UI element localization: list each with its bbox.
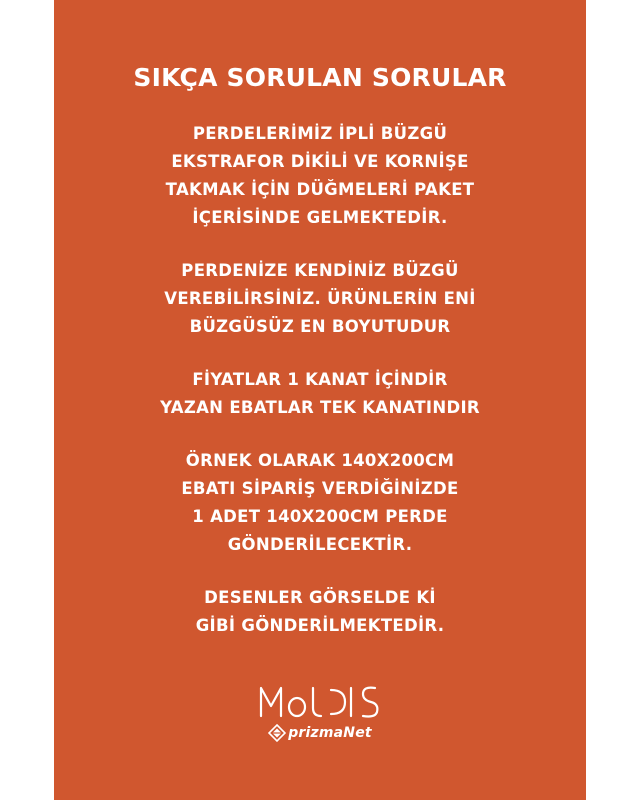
faq-line: 1 ADET 140X200CM PERDE (192, 507, 448, 526)
faq-line: ÖRNEK OLARAK 140X200CM (185, 451, 455, 470)
faq-line: EBATI SİPARİŞ VERDİĞİNİZDE (181, 479, 459, 498)
faq-line: DESENLER GÖRSELDE Kİ (204, 588, 436, 607)
faq-line: GÖNDERİLECEKTİR. (227, 535, 413, 554)
faq-line: TAKMAK İÇİN DÜĞMELERİ PAKET (165, 180, 475, 199)
prizma-diamond-icon (268, 724, 286, 742)
page-title: SIKÇA SORULAN SORULAR (133, 63, 507, 92)
faq-panel (54, 0, 586, 800)
brand-name: prizmaNet (288, 725, 372, 741)
brand-logo (54, 680, 586, 742)
faq-line: EKSTRAFOR DİKİLİ VE KORNİŞE (171, 152, 469, 171)
faq-item (54, 584, 586, 640)
faq-item (54, 447, 586, 559)
faq-list (54, 120, 586, 665)
faq-line: PERDENİZE KENDİNİZ BÜZGÜ (181, 261, 459, 280)
faq-item (54, 366, 586, 422)
faq-line: VEREBİLİRSİNİZ. ÜRÜNLERİN ENİ (164, 289, 476, 308)
faq-line: PERDELERİMİZ İPLİ BÜZGÜ (192, 124, 448, 143)
faq-item (54, 257, 586, 341)
mouds-wordmark-logo (255, 680, 385, 722)
faq-line: BÜZGÜSÜZ EN BOYUTUDUR (189, 317, 451, 336)
prizmanet-brand (54, 724, 586, 742)
faq-line: FİYATLAR 1 KANAT İÇİNDİR (192, 370, 448, 389)
faq-line: GİBİ GÖNDERİLMEKTEDİR. (195, 616, 445, 635)
faq-item (54, 120, 586, 232)
faq-line: YAZAN EBATLAR TEK KANATINDIR (160, 398, 480, 417)
faq-line: İÇERİSİNDE GELMEKTEDİR. (192, 208, 448, 227)
